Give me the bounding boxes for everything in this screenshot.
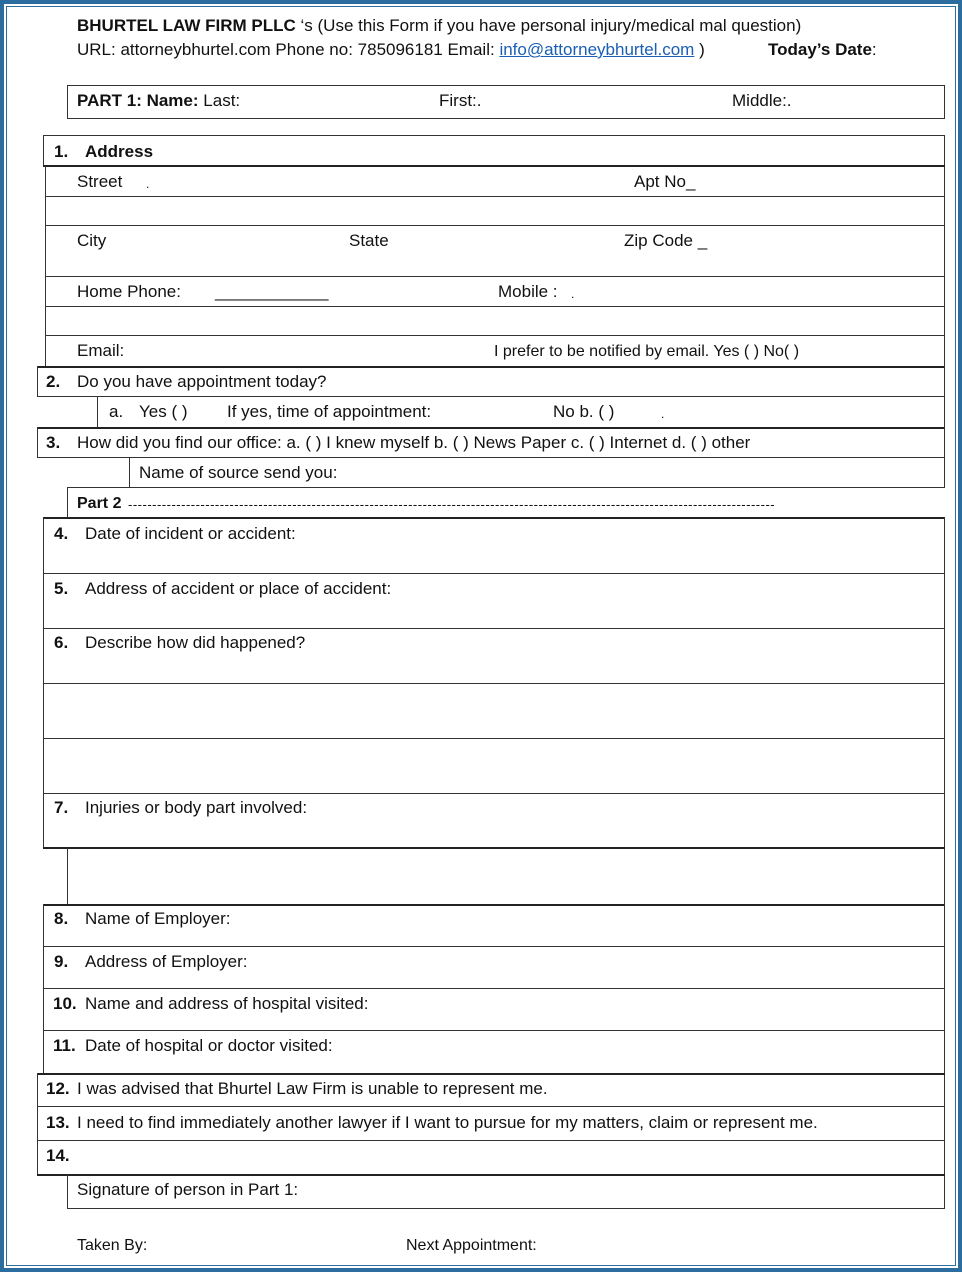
q13-text: I need to find immediately another lawyer if I want to pursue for my matters, claim or represent me. [77, 1113, 818, 1132]
email-label: Email: [77, 341, 125, 360]
q5-text: Address of accident or place of accident: [85, 579, 392, 598]
email-link[interactable]: info@attorneybhurtel.com [499, 40, 695, 59]
firm-name: BHURTEL LAW FIRM PLLC [77, 16, 296, 35]
next-appointment-label: Next Appointment: [406, 1237, 537, 1254]
q2-yes-option: Yes ( ) [139, 402, 188, 421]
q3-text: How did you find our office: a. ( ) I knew myself b. ( ) News Paper c. ( ) Internet d. ( ) other [77, 433, 751, 452]
q2-time-label: If yes, time of appointment: [227, 402, 432, 421]
apt-label: Apt No_ [634, 172, 696, 191]
todays-date-colon: : [871, 40, 877, 59]
todays-date [768, 40, 877, 60]
city-label: City [77, 231, 107, 250]
header-subtitle: ‘s (Use this Form if you have personal injury/medical mal question) [295, 16, 802, 35]
q4-text: Date of incident or accident: [85, 524, 296, 543]
mobile-label: Mobile : [498, 282, 558, 301]
state-label: State [349, 231, 389, 250]
q8-text: Name of Employer: [85, 909, 231, 928]
todays-date-label: Today’s Date [768, 40, 872, 59]
home-phone-label: Home Phone: [77, 282, 181, 301]
notify-email-option: I prefer to be notified by email. Yes ( ) No( ) [494, 343, 800, 360]
q11-num: 11. [53, 1036, 76, 1055]
q9-num: 9. [54, 952, 69, 971]
q8-num: 8. [54, 909, 69, 928]
address-num: 1. [54, 142, 69, 161]
q10-text: Name and address of hospital visited: [85, 994, 369, 1013]
q7-text: Injuries or body part involved: [85, 798, 308, 817]
q5-num: 5. [54, 579, 69, 598]
q2-mark: . [661, 407, 665, 421]
middle-name-label: Middle:. [732, 91, 792, 110]
header-line-1 [77, 16, 801, 36]
header-line-2 [77, 40, 705, 60]
q12-text: I was advised that Bhurtel Law Firm is unable to represent me. [77, 1079, 548, 1098]
q12-num: 12. [46, 1079, 70, 1098]
q9-text: Address of Employer: [85, 952, 248, 971]
address-title: Address [85, 142, 154, 161]
q2-no-option: No b. ( ) [553, 402, 615, 421]
close-paren: ) [694, 40, 705, 59]
part1-label-group [77, 91, 240, 111]
part2-label: Part 2 [77, 495, 122, 512]
q11-text: Date of hospital or doctor visited: [85, 1036, 333, 1055]
mobile-mark: . [571, 287, 575, 301]
source-label: Name of source send you: [139, 463, 338, 482]
q4-num: 4. [54, 524, 69, 543]
part2-dashes: -------------------------------------------------------------------------------------------------------------------------------------- [128, 498, 776, 512]
q2-num: 2. [46, 372, 61, 391]
home-phone-blank: ____________ [215, 282, 329, 301]
q14-num: 14. [46, 1146, 70, 1165]
q2-text: Do you have appointment today? [77, 372, 327, 391]
q7-num: 7. [54, 798, 69, 817]
q2-a-label: a. [109, 402, 124, 421]
street-mark: . [146, 177, 150, 191]
contact-info: URL: attorneybhurtel.com Phone no: 785096181 Email: [77, 40, 500, 59]
part1-label: PART 1: Name: [77, 91, 199, 110]
zip-label: Zip Code _ [624, 231, 708, 250]
last-name-label: Last: [203, 91, 241, 110]
q6-text: Describe how did happened? [85, 633, 306, 652]
q6-num: 6. [54, 633, 69, 652]
first-name-label: First:. [439, 91, 482, 110]
q10-num: 10. [53, 994, 77, 1013]
taken-by-label: Taken By: [77, 1237, 148, 1254]
q3-num: 3. [46, 433, 61, 452]
street-label: Street [77, 172, 123, 191]
signature-label: Signature of person in Part 1: [77, 1180, 299, 1199]
q13-num: 13. [46, 1113, 70, 1132]
